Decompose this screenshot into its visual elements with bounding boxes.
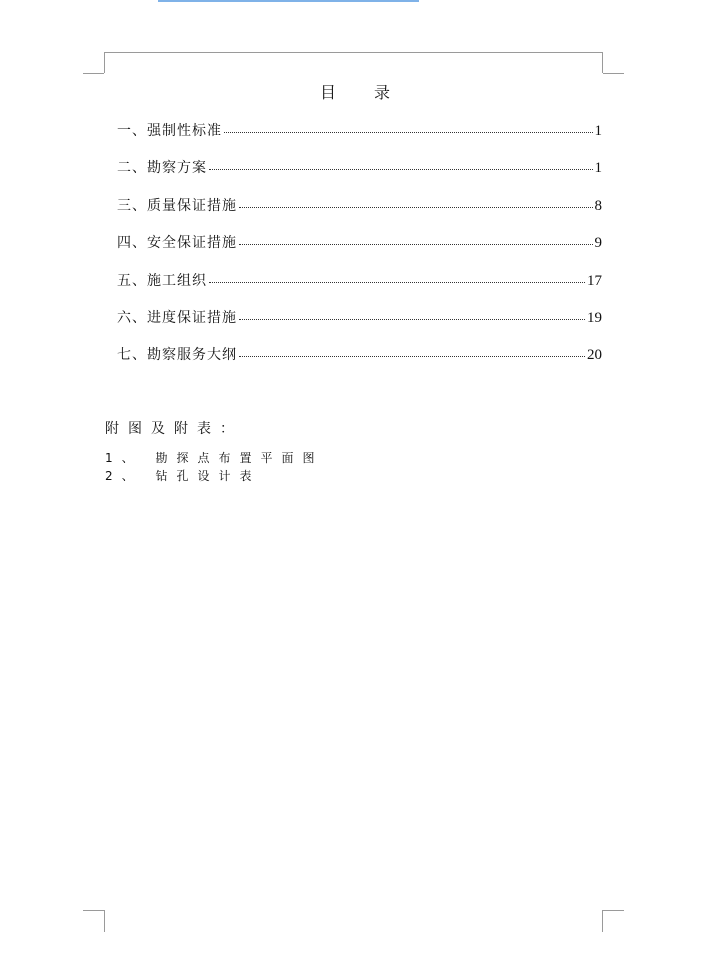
toc-entry[interactable] [117, 232, 602, 252]
appendix-title: 附图及附表： [105, 421, 243, 437]
toc-entry-page: 20 [587, 347, 602, 363]
appendix-item: 1、 勘探点布置平面图 [105, 451, 324, 465]
toc-leader-dots [239, 206, 593, 208]
toc-entry-label: 七、勘察服务大纲 [117, 347, 237, 363]
toc-entry[interactable] [117, 344, 602, 364]
toc-entry[interactable] [117, 307, 602, 327]
toc-leader-dots [239, 355, 585, 357]
toc-entry[interactable] [117, 120, 602, 140]
selection-highlight-bar [158, 0, 419, 2]
toc-entry-label: 六、进度保证措施 [117, 310, 237, 326]
toc-entry-label: 三、质量保证措施 [117, 198, 237, 214]
toc-title-left: 目 [319, 83, 336, 102]
toc-entry-page: 17 [587, 273, 602, 289]
toc-entry-label: 五、施工组织 [117, 273, 207, 289]
toc-title-right: 录 [374, 83, 391, 102]
toc-entry-page: 19 [587, 310, 602, 326]
crop-mark-top-right [602, 52, 603, 73]
toc-entry-page: 1 [594, 123, 602, 139]
crop-mark-bottom-left [104, 910, 105, 932]
page-top-margin-line [104, 52, 602, 53]
toc-leader-dots [209, 281, 585, 283]
toc-entry[interactable] [117, 195, 602, 215]
crop-mark-bottom-right [602, 910, 603, 932]
crop-mark-top-right [603, 73, 624, 74]
toc-leader-dots [224, 131, 593, 133]
toc-entry-page: 9 [594, 235, 602, 251]
crop-mark-top-left [104, 52, 105, 73]
toc-entry-label: 一、强制性标准 [117, 123, 222, 139]
toc-entry-label: 四、安全保证措施 [117, 235, 237, 251]
crop-mark-top-left [83, 73, 104, 74]
toc-entry[interactable] [117, 270, 602, 290]
toc-leader-dots [239, 318, 585, 320]
toc-entry-label: 二、勘察方案 [117, 160, 207, 176]
toc-leader-dots [239, 243, 593, 245]
toc-entry[interactable] [117, 157, 602, 177]
toc-entry-page: 1 [594, 160, 602, 176]
appendix-item: 2、 钻孔设计表 [105, 469, 261, 483]
toc-entry-page: 8 [594, 198, 602, 214]
crop-mark-bottom-left [83, 910, 104, 911]
crop-mark-bottom-right [603, 910, 624, 911]
toc-title [0, 80, 710, 103]
toc-leader-dots [209, 168, 593, 170]
